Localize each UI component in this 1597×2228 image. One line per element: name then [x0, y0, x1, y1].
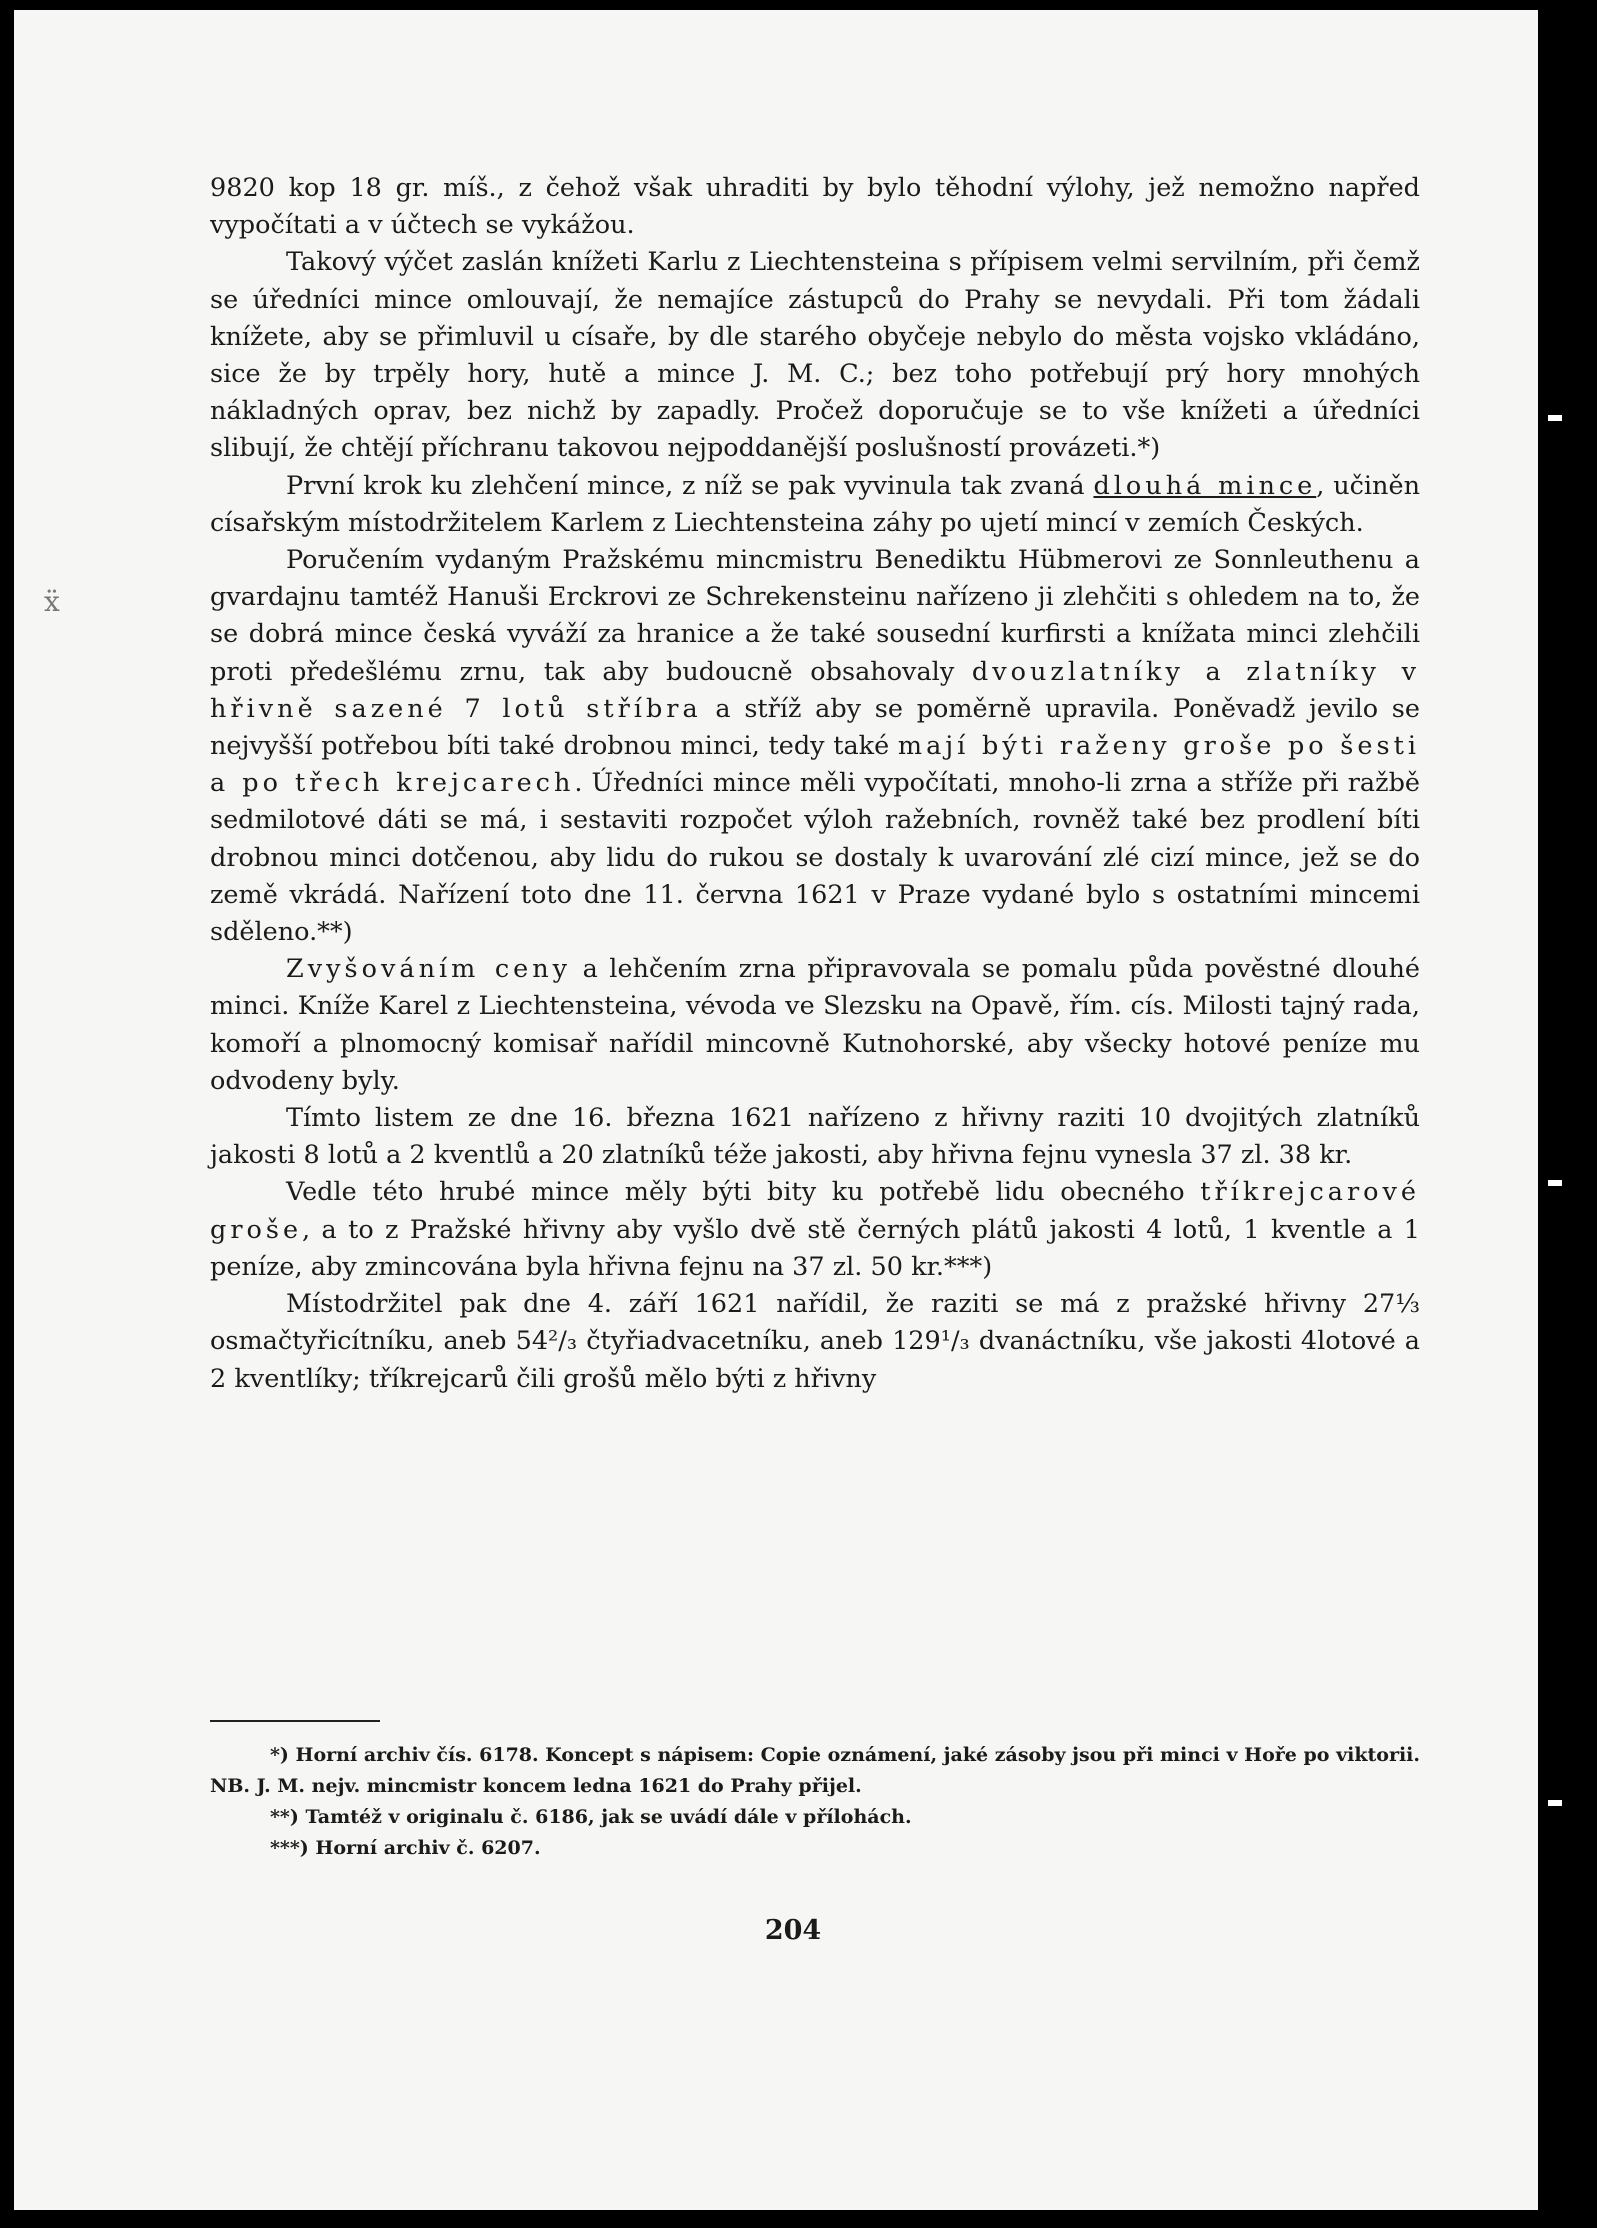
- paragraph: [210, 951, 1420, 1100]
- spaced-term: mají býti raženy groše po šesti a po třech krejcarech: [210, 731, 1420, 799]
- text-run: Vedle této hrubé mince měly býti bity ku potřebě lidu obecného: [286, 1177, 1201, 1208]
- footnote-rule: [210, 1720, 380, 1722]
- edge-mark: [1548, 1800, 1562, 1806]
- margin-mark: ẍ: [44, 585, 60, 618]
- footnote: ***) Horní archiv č. 6207.: [270, 1837, 541, 1859]
- text-run: . Úředníci mince měli vypočítati, mnoho-li zrna a stříže při ražbě sedmilotové dáti se má, i sestaviti rozpočet výloh ražebních, rovněž také bez prodlení bíti drobnou minci dotčenou, aby lidu do rukou se dostaly k uvarování zlé cizí mince, jež se do země vkrádá. Nařízení toto dne 11. června 1621 v Praze vydané bylo s ostatními mincemi sděleno.**): [210, 768, 1420, 948]
- text-run: a lehčením zrna připravovala se pomalu půda pověstné dlouhé minci. Kníže Karel z Liechtensteina, vévoda ve Slezsku na Opavě, řím. cís. Milosti tajný rada, komoří a plnomocný komisař nařídil mincovně Kutnohorské, aby všecky hotové peníze mu odvodeny byly.: [210, 954, 1420, 1096]
- text-line: 9820 kop 18 gr. míš., z čehož však uhraditi by bylo těhodní výlohy, jež nemožno: [210, 173, 1315, 203]
- paragraph-continued: [210, 170, 1420, 244]
- footnote: *) Horní archiv čís. 6178. Koncept s nápisem: Copie oznámení, jaké zásoby jsou při minci v Hoře po viktorii. NB. J. M. nejv. mincmistr koncem ledna 1621 do Prahy přijel.: [210, 1744, 1420, 1797]
- body-text: [210, 170, 1420, 1398]
- paragraph: [210, 542, 1420, 951]
- text-run: První krok ku zlehčení mince, z níž se pak vyvinula tak zvaná: [286, 470, 1094, 501]
- paragraph: [210, 1174, 1420, 1286]
- spaced-term: dvouzlatníky a zlatníky v hřivně sazené 7 lotů stříbra: [210, 656, 1420, 724]
- footnote: **) Tamtéž v originalu č. 6186, jak se uvádí dále v přílohách.: [270, 1806, 912, 1828]
- footnotes: [210, 1740, 1420, 1864]
- paragraph: Tímto listem ze dne 16. března 1621 nařízeno z hřivny raziti 10 dvojitých zlatníků jakosti 8 lotů a 2 kventlů a 20 zlatníků téže jakosti, aby hřivna fejnu vynesla 37 zl. 38 kr.: [210, 1103, 1420, 1171]
- paragraph: Takový výčet zaslán knížeti Karlu z Liechtensteina s přípisem velmi servilním, při čemž se úředníci mince omlouvají, že nemajíce zástupců do Prahy se nevydali. Při tom žádali knížete, aby se přimluvil u císaře, by dle starého obyčeje nebylo do města vojsko vkládáno, sice že by trpěly hory, hutě a mince J. M. C.; bez toho potřebují prý hory mnohých nákladných oprav, bez nichž by zapadly. Pročež doporučuje se to vše knížeti a úředníci slibují, že chtějí příchranu takovou nejpoddanější poslušností provázeti.*): [210, 247, 1420, 464]
- paragraph: [210, 468, 1420, 542]
- text-run: a stříž aby se poměrně upravila. Poněvadž jevilo se nejvyšší potřebou bíti také drobnou minci, tedy také: [210, 693, 1420, 762]
- paragraph: Místodržitel pak dne 4. září 1621 nařídil, že raziti se má z pražské hřivny 27⅓ osmačtyřicítníku, aneb 54²/₃ čtyřiadvacetníku, aneb 129¹/₃ dvanáctníku, vše jakosti 4lotové a 2 kventlíky; tříkrejcarů čili grošů mělo býti z hřivny: [210, 1289, 1420, 1394]
- spaced-term: Zvyšováním ceny: [286, 954, 572, 985]
- text-run: Poručením vydaným Pražskému mincmistru Benediktu Hübmerovi ze Sonnleuthenu a gvardajnu tamtéž Hanuši Erckrovi ze Schrekensteinu nařízeno ji zlehčiti s ohledem na to, že se dobrá mince česká vyváží za hranice a že také sousední kurfirsti a knížata minci zlehčili proti předešlému zrnu, tak aby budoucně obsahovaly: [210, 545, 1420, 687]
- text-run: , učiněn císařským místodržitelem Karlem z Liechtensteina záhy po ujetí mincí v zemích Českých.: [210, 470, 1420, 538]
- page-right-edge: [1538, 10, 1572, 2210]
- spaced-term: tříkrejcarové groše: [210, 1177, 1420, 1245]
- edge-mark: [1548, 1180, 1562, 1186]
- book-page: [14, 10, 1572, 2210]
- edge-mark: [1548, 415, 1562, 421]
- text-line: napřed vypočítati a v účtech se vykážou.: [210, 173, 1420, 241]
- text-run: , a to z Pražské hřivny aby vyšlo dvě stě černých plátů jakosti 4 lotů, 1 kventle a 1 peníze, aby zmincována byla hřivna fejnu na 37 zl. 50 kr.***): [210, 1214, 1420, 1282]
- page-number: 204: [764, 1915, 822, 1946]
- spaced-term: dlouhá mince: [1093, 470, 1317, 501]
